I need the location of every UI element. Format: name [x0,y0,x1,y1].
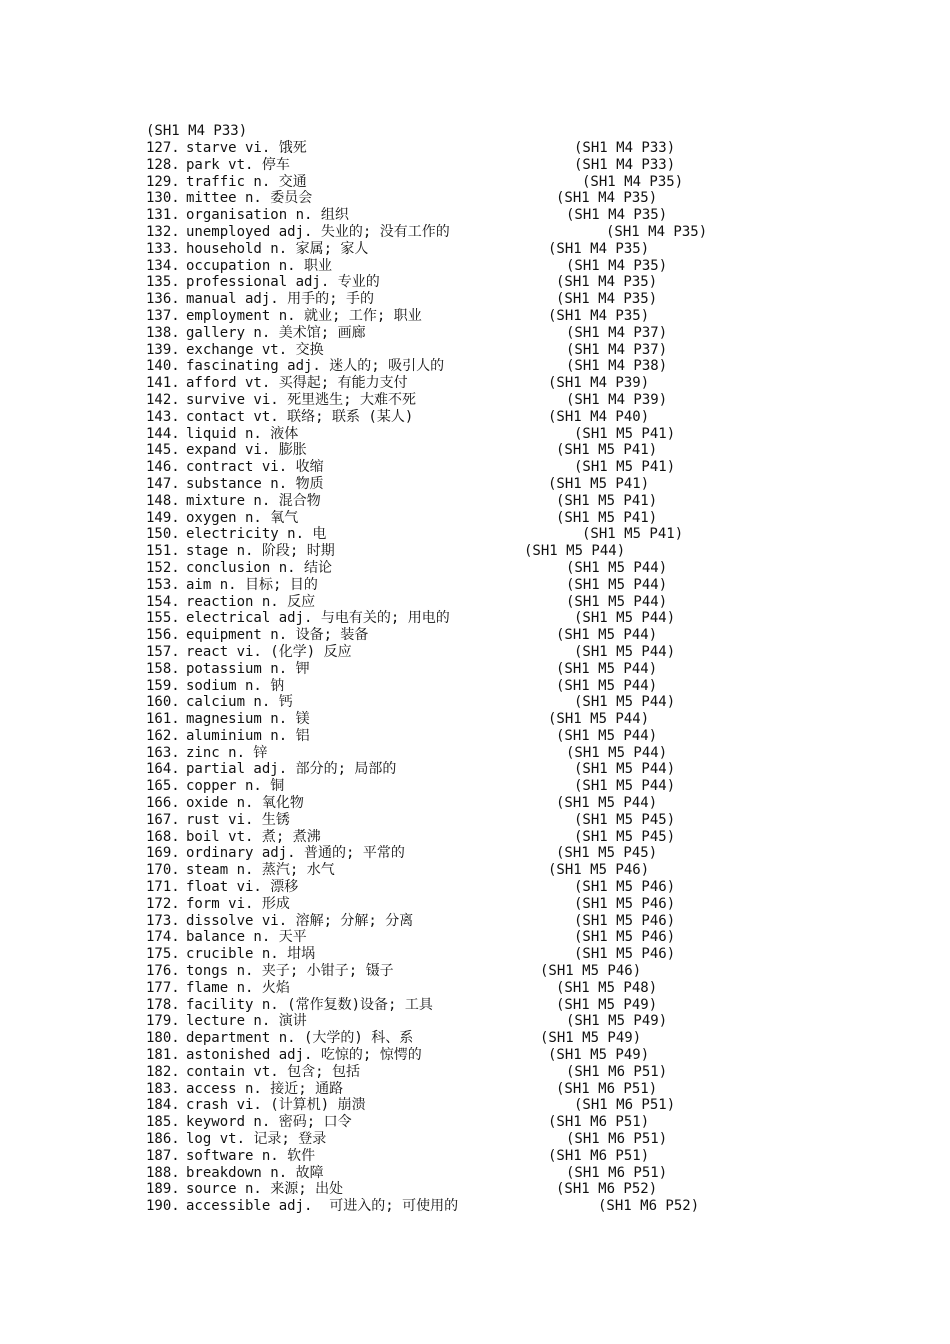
list-item [146,862,866,879]
entry-source-reference: (SH1 M5 P44) [574,694,676,711]
entry-source-reference: (SH1 M5 P44) [566,576,668,593]
list-item [146,627,866,644]
entry-source-reference: (SH1 M6 P52) [598,1198,700,1215]
list-item [146,1064,866,1081]
list-item [146,493,866,510]
entry-definition: flame n. 火焰 [186,979,290,996]
entry-definition: electrical adj. 与电有关的; 用电的 [186,610,450,627]
entry-source-reference: (SH1 M6 P52) [556,1181,658,1198]
entry-definition: boil vt. 煮; 煮沸 [186,828,321,845]
entry-number: 140. [146,358,180,375]
entry-number: 135. [146,274,180,291]
entry-number: 127. [146,140,180,156]
list-item [146,409,866,426]
list-item [146,761,866,778]
entry-definition: sodium n. 钠 [186,677,285,694]
entry-definition: liquid n. 液体 [186,425,299,442]
entry-number: 183. [146,1080,180,1097]
entry-definition: organisation n. 组织 [186,207,349,224]
list-item [146,140,866,157]
entry-source-reference: (SH1 M4 P35) [548,240,650,257]
entry-definition: contain vt. 包含; 包括 [186,1063,361,1080]
list-item [146,594,866,611]
entry-source-reference: (SH1 M5 P46) [574,929,676,946]
entry-source-reference: (SH1 M4 P35) [548,307,650,324]
entry-source-reference: (SH1 M4 P39) [548,375,650,392]
entry-source-reference: (SH1 M5 P44) [566,559,668,576]
vocabulary-list [146,140,866,1215]
entry-definition: occupation n. 职业 [186,257,333,274]
list-item [146,913,866,930]
entry-definition: partial adj. 部分的; 局部的 [186,761,397,778]
entry-source-reference: (SH1 M4 P35) [556,291,658,308]
entry-definition: starve vi. 饿死 [186,140,307,156]
entry-number: 180. [146,1030,180,1047]
entry-definition: tongs n. 夹子; 小钳子; 镊子 [186,963,394,980]
entry-number: 148. [146,492,180,509]
entry-definition: department n. (大学的) 科、系 [186,1030,414,1047]
entry-source-reference: (SH1 M5 P46) [574,946,676,963]
entry-definition: copper n. 铜 [186,778,285,795]
entry-number: 164. [146,761,180,778]
entry-number: 170. [146,862,180,879]
entry-number: 182. [146,1063,180,1080]
list-item [146,190,866,207]
entry-source-reference: (SH1 M6 P51) [566,1164,668,1181]
entry-source-reference: (SH1 M4 P35) [566,257,668,274]
list-item [146,157,866,174]
entry-source-reference: (SH1 M5 P45) [574,828,676,845]
entry-definition: mittee n. 委员会 [186,190,313,207]
list-item [146,241,866,258]
entry-definition: form vi. 形成 [186,895,290,912]
entry-source-reference: (SH1 M5 P44) [574,761,676,778]
entry-source-reference: (SH1 M5 P46) [548,862,650,879]
entry-source-reference: (SH1 M6 P51) [574,1097,676,1114]
list-item [146,1081,866,1098]
entry-definition: contract vi. 收缩 [186,459,324,476]
entry-definition: log vt. 记录; 登录 [186,1131,327,1148]
entry-definition: traffic n. 交通 [186,173,307,190]
entry-source-reference: (SH1 M5 P46) [574,912,676,929]
entry-source-reference: (SH1 M4 P35) [566,207,668,224]
entry-definition: access n. 接近; 通路 [186,1080,344,1097]
entry-source-reference: (SH1 M5 P44) [556,660,658,677]
entry-definition: exchange vt. 交换 [186,341,324,358]
entry-number: 144. [146,425,180,442]
entry-number: 161. [146,711,180,728]
entry-source-reference: (SH1 M4 P35) [556,274,658,291]
list-item [146,1198,866,1215]
list-item [146,426,866,443]
entry-number: 159. [146,677,180,694]
entry-number: 160. [146,694,180,711]
list-item [146,980,866,997]
list-item [146,1131,866,1148]
entry-source-reference: (SH1 M5 P48) [556,979,658,996]
entry-source-reference: (SH1 M5 P41) [574,425,676,442]
entry-number: 174. [146,929,180,946]
list-item [146,963,866,980]
entry-source-reference: (SH1 M5 P44) [566,744,668,761]
entry-number: 186. [146,1131,180,1148]
entry-source-reference: (SH1 M5 P44) [574,610,676,627]
entry-definition: keyword n. 密码; 口令 [186,1114,352,1131]
list-item [146,291,866,308]
entry-number: 178. [146,996,180,1013]
entry-definition: facility n. (常作复数)设备; 工具 [186,996,433,1013]
entry-number: 167. [146,811,180,828]
entry-source-reference: (SH1 M5 P41) [582,526,684,543]
entry-number: 158. [146,660,180,677]
entry-source-reference: (SH1 M4 P38) [566,358,668,375]
entry-number: 172. [146,895,180,912]
entry-number: 162. [146,727,180,744]
entry-definition: fascinating adj. 迷人的; 吸引人的 [186,358,445,375]
list-item [146,694,866,711]
entry-source-reference: (SH1 M4 P39) [566,391,668,408]
list-item [146,526,866,543]
entry-number: 173. [146,912,180,929]
entry-definition: reaction n. 反应 [186,593,316,610]
entry-source-reference: (SH1 M4 P37) [566,324,668,341]
list-item [146,1114,866,1131]
entry-definition: conclusion n. 结论 [186,559,333,576]
list-item [146,845,866,862]
list-item [146,661,866,678]
entry-definition: oxygen n. 氧气 [186,509,299,526]
entry-definition: afford vt. 买得起; 有能力支付 [186,375,408,392]
entry-definition: source n. 来源; 出处 [186,1181,344,1198]
list-item [146,1097,866,1114]
list-item [146,224,866,241]
list-item [146,879,866,896]
entry-source-reference: (SH1 M5 P41) [556,442,658,459]
list-item [146,829,866,846]
list-item [146,510,866,527]
list-item [146,459,866,476]
entry-definition: oxide n. 氧化物 [186,795,304,812]
entry-definition: rust vi. 生锈 [186,811,290,828]
entry-number: 134. [146,257,180,274]
entry-definition: astonished adj. 吃惊的; 惊愕的 [186,1047,422,1064]
entry-definition: equipment n. 设备; 装备 [186,627,369,644]
entry-source-reference: (SH1 M5 P49) [540,1030,642,1047]
entry-number: 155. [146,610,180,627]
entry-source-reference: (SH1 M4 P35) [582,173,684,190]
list-item [146,274,866,291]
list-item [146,258,866,275]
entry-number: 171. [146,879,180,896]
entry-source-reference: (SH1 M5 P44) [556,795,658,812]
entry-definition: accessible adj. 可进入的; 可使用的 [186,1198,459,1215]
entry-source-reference: (SH1 M5 P45) [574,811,676,828]
list-item [146,896,866,913]
list-item [146,997,866,1014]
entry-definition: balance n. 天平 [186,929,307,946]
entry-number: 137. [146,307,180,324]
entry-source-reference: (SH1 M5 P44) [566,593,668,610]
list-item [146,929,866,946]
entry-definition: float vi. 漂移 [186,879,299,896]
entry-number: 156. [146,627,180,644]
list-item [146,358,866,375]
entry-definition: park vt. 停车 [186,156,290,173]
entry-source-reference: (SH1 M6 P51) [548,1114,650,1131]
entry-source-reference: (SH1 M4 P33) [574,140,676,156]
entry-definition: electricity n. 电 [186,526,327,543]
entry-definition: employment n. 就业; 工作; 职业 [186,307,422,324]
entry-source-reference: (SH1 M6 P51) [566,1131,668,1148]
entry-source-reference: (SH1 M5 P41) [556,509,658,526]
entry-number: 130. [146,190,180,207]
entry-number: 153. [146,576,180,593]
entry-definition: household n. 家属; 家人 [186,240,369,257]
entry-number: 146. [146,459,180,476]
entry-number: 141. [146,375,180,392]
list-item [146,610,866,627]
entry-definition: gallery n. 美术馆; 画廊 [186,324,366,341]
list-item [146,560,866,577]
list-item [146,778,866,795]
list-item [146,795,866,812]
entry-source-reference: (SH1 M4 P35) [606,223,708,240]
entry-source-reference: (SH1 M5 P45) [556,845,658,862]
entry-number: 190. [146,1198,180,1215]
entry-source-reference: (SH1 M5 P41) [574,459,676,476]
entry-source-reference: (SH1 M4 P33) [574,156,676,173]
entry-number: 181. [146,1047,180,1064]
entry-source-reference: (SH1 M4 P40) [548,408,650,425]
entry-number: 150. [146,526,180,543]
entry-number: 142. [146,391,180,408]
entry-definition: expand vi. 膨胀 [186,442,307,459]
entry-definition: stage n. 阶段; 时期 [186,543,335,560]
entry-number: 129. [146,173,180,190]
entry-definition: zinc n. 锌 [186,744,268,761]
entry-number: 152. [146,559,180,576]
entry-number: 131. [146,207,180,224]
list-item [146,1181,866,1198]
entry-number: 143. [146,408,180,425]
list-item [146,207,866,224]
entry-definition: aim n. 目标; 目的 [186,576,318,593]
list-item [146,308,866,325]
entry-definition: substance n. 物质 [186,475,324,492]
entry-source-reference: (SH1 M5 P46) [574,879,676,896]
header-reference: (SH1 M4 P33) [146,123,248,139]
entry-source-reference: (SH1 M6 P51) [548,1147,650,1164]
list-item [146,476,866,493]
entry-source-reference: (SH1 M5 P46) [540,963,642,980]
entry-number: 166. [146,795,180,812]
entry-definition: breakdown n. 故障 [186,1164,324,1181]
entry-number: 147. [146,475,180,492]
entry-number: 176. [146,963,180,980]
entry-source-reference: (SH1 M5 P44) [548,711,650,728]
entry-definition: crucible n. 坩埚 [186,946,316,963]
entry-definition: crash vi. (计算机) 崩溃 [186,1097,366,1114]
list-item [146,678,866,695]
entry-number: 157. [146,643,180,660]
entry-definition: lecture n. 演讲 [186,1013,307,1030]
entry-definition: manual adj. 用手的; 手的 [186,291,375,308]
list-item [146,745,866,762]
list-item [146,375,866,392]
entry-number: 133. [146,240,180,257]
entry-definition: unemployed adj. 失业的; 没有工作的 [186,223,450,240]
list-item [146,577,866,594]
entry-definition: software n. 软件 [186,1147,316,1164]
list-item [146,1148,866,1165]
entry-number: 177. [146,979,180,996]
entry-number: 132. [146,223,180,240]
entry-number: 169. [146,845,180,862]
entry-number: 184. [146,1097,180,1114]
list-item [146,543,866,560]
entry-number: 188. [146,1164,180,1181]
entry-number: 151. [146,543,180,560]
entry-source-reference: (SH1 M5 P44) [574,778,676,795]
entry-source-reference: (SH1 M5 P49) [548,1047,650,1064]
list-item [146,728,866,745]
entry-number: 138. [146,324,180,341]
list-item [146,812,866,829]
entry-source-reference: (SH1 M5 P44) [574,643,676,660]
entry-definition: dissolve vi. 溶解; 分解; 分离 [186,912,414,929]
list-item [146,1013,866,1030]
list-item [146,442,866,459]
entry-definition: react vi. (化学) 反应 [186,643,352,660]
entry-source-reference: (SH1 M5 P46) [574,895,676,912]
list-item [146,392,866,409]
entry-definition: survive vi. 死里逃生; 大难不死 [186,391,417,408]
entry-number: 139. [146,341,180,358]
entry-definition: aluminium n. 铝 [186,727,310,744]
entry-number: 149. [146,509,180,526]
list-item [146,1165,866,1182]
entry-definition: potassium n. 钾 [186,660,310,677]
list-item [146,711,866,728]
entry-source-reference: (SH1 M5 P44) [556,627,658,644]
entry-number: 175. [146,946,180,963]
list-item [146,174,866,191]
entry-number: 185. [146,1114,180,1131]
entry-definition: calcium n. 钙 [186,694,293,711]
entry-number: 179. [146,1013,180,1030]
entry-source-reference: (SH1 M5 P41) [548,475,650,492]
entry-definition: contact vt. 联络; 联系 (某人) [186,408,414,425]
entry-source-reference: (SH1 M6 P51) [566,1063,668,1080]
entry-source-reference: (SH1 M5 P44) [524,543,626,560]
entry-number: 187. [146,1147,180,1164]
entry-source-reference: (SH1 M5 P44) [556,727,658,744]
entry-number: 165. [146,778,180,795]
entry-definition: magnesium n. 镁 [186,711,310,728]
entry-source-reference: (SH1 M5 P49) [556,996,658,1013]
entry-definition: mixture n. 混合物 [186,492,321,509]
list-item [146,946,866,963]
entry-number: 163. [146,744,180,761]
entry-source-reference: (SH1 M6 P51) [556,1080,658,1097]
entry-source-reference: (SH1 M4 P35) [556,190,658,207]
list-item [146,644,866,661]
list-item [146,325,866,342]
list-item [146,1030,866,1047]
entry-source-reference: (SH1 M5 P41) [556,492,658,509]
list-item [146,1047,866,1064]
entry-number: 168. [146,828,180,845]
entry-number: 136. [146,291,180,308]
entry-definition: professional adj. 专业的 [186,274,380,291]
entry-source-reference: (SH1 M5 P49) [566,1013,668,1030]
entry-source-reference: (SH1 M5 P44) [556,677,658,694]
entry-source-reference: (SH1 M4 P37) [566,341,668,358]
list-item [146,342,866,359]
entry-number: 128. [146,156,180,173]
entry-number: 154. [146,593,180,610]
entry-number: 145. [146,442,180,459]
entry-definition: steam n. 蒸汽; 水气 [186,862,335,879]
entry-definition: ordinary adj. 普通的; 平常的 [186,845,405,862]
entry-number: 189. [146,1181,180,1198]
